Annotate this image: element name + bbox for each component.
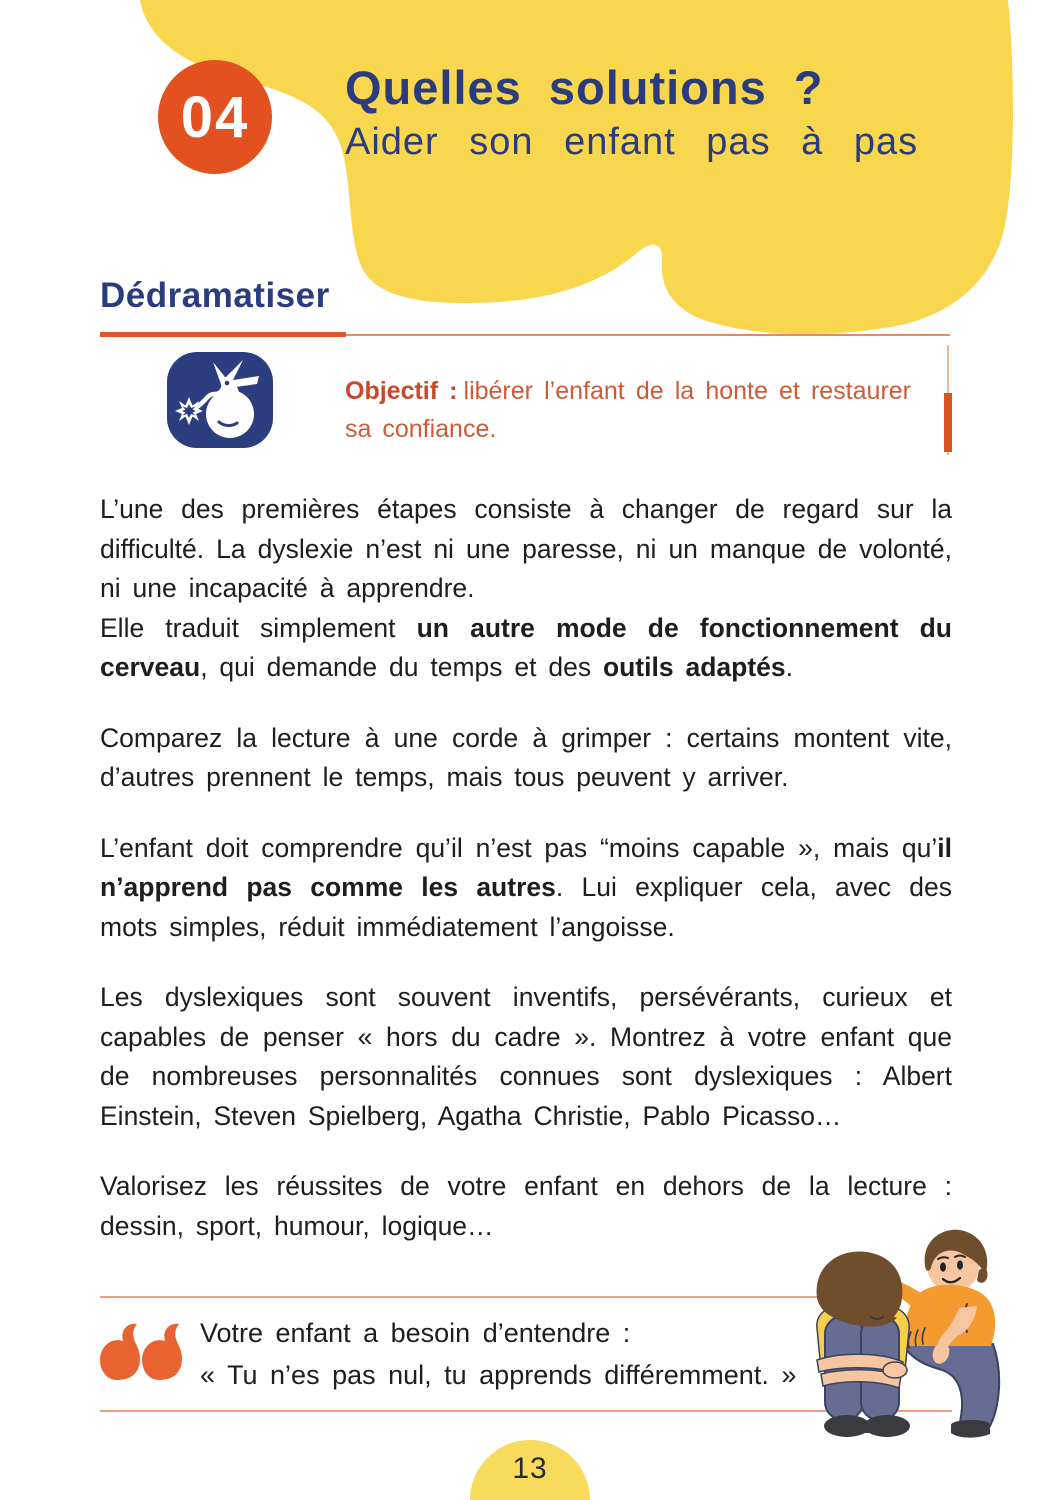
- header: [345, 60, 985, 166]
- page-title: Quelles solutions ?: [345, 61, 824, 114]
- paragraph: Les dyslexiques sont souvent inventifs, persévérants, curieux et capables de penser « hors du cadre ». Montrez à votre enfant que de nombreuses personnalités connues sont dyslexiques : Albert Einstein, Steven Spielberg, Agatha Christie, Pablo Picasso…: [100, 982, 952, 1131]
- section-divider-accent: [100, 332, 346, 337]
- objective-description: libérer l’enfant de la honte et restaurer sa confiance.: [345, 377, 911, 443]
- paragraph: Comparez la lecture à une corde à grimper : certains montent vite, d’autres prennent le temps, mais tous peuvent y arriver.: [100, 722, 952, 792]
- quotation-marks-icon: [100, 1322, 182, 1382]
- page-subtitle: Aider son enfant pas à pas: [345, 121, 919, 163]
- section-divider-line: [346, 334, 950, 336]
- paragraph: Valorisez les réussites de votre enfant en dehors de la lecture : dessin, sport, humour, logique…: [100, 1171, 952, 1241]
- page-number: 13: [512, 1452, 548, 1485]
- body-paragraphs: [100, 490, 952, 1246]
- paragraph: L’enfant doit comprendre qu’il n’est pas “moins capable », mais qu’il n’apprend pas comme les autres. Lui expliquer cela, avec des mots simples, réduit immédiatement l’angoisse.: [100, 832, 952, 942]
- paragraph: L’une des premières étapes consiste à changer de regard sur la difficulté. La dyslexie n’est ni une paresse, ni un manque de volonté, ni une incapacité à apprendre. Elle traduit simplement un autre mode de fonctionnement du cerveau, qui demande du temps et des outils adaptés.: [100, 494, 952, 682]
- defused-bomb-icon: [167, 352, 273, 448]
- section-title: Dédramatiser: [100, 276, 330, 315]
- page-number-circle: [470, 1440, 590, 1500]
- objective-text: [345, 372, 911, 448]
- chapter-number: 04: [180, 84, 250, 150]
- child-comforting-sad-child-illustration: [791, 1220, 1017, 1448]
- objective-label: Objectif :: [345, 377, 458, 405]
- quote-line-2: « Tu n’es pas nul, tu apprends différemment. »: [200, 1360, 797, 1390]
- chapter-number-badge: [158, 60, 272, 174]
- quote-line-1: Votre enfant a besoin d’entendre :: [200, 1318, 631, 1348]
- objective-accent-bar: [944, 393, 952, 452]
